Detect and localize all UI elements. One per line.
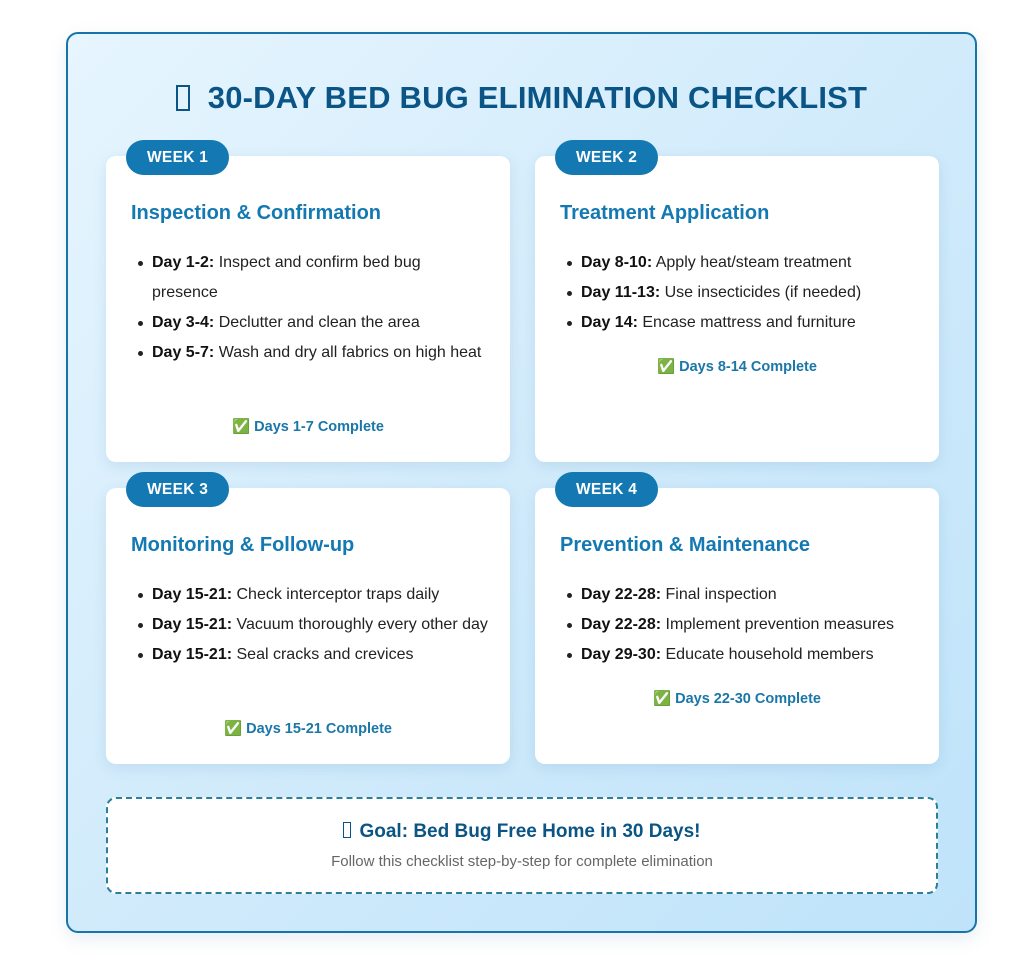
week-4-list bbox=[581, 580, 919, 670]
goal-title-text: Goal: Bed Bug Free Home in 30 Days! bbox=[359, 821, 701, 842]
week-1-list bbox=[152, 248, 490, 368]
check-icon: ✅ bbox=[657, 359, 676, 375]
item-day: Day 14: bbox=[581, 314, 638, 331]
complete-text: Days 22-30 Complete bbox=[675, 691, 821, 707]
list-item bbox=[152, 580, 490, 610]
item-text: Final inspection bbox=[665, 586, 777, 603]
goal-box bbox=[106, 797, 938, 894]
item-day: Day 5-7: bbox=[152, 344, 215, 361]
item-text: Wash and dry all fabrics on high heat bbox=[218, 344, 482, 361]
item-day: Day 1-2: bbox=[152, 254, 215, 271]
week-2-complete bbox=[535, 358, 939, 375]
week-2-list bbox=[581, 248, 919, 338]
item-day: Day 15-21: bbox=[152, 586, 233, 603]
list-item bbox=[152, 338, 490, 368]
item-day: Day 22-28: bbox=[581, 616, 662, 633]
item-day: Day 15-21: bbox=[152, 616, 233, 633]
check-icon: ✅ bbox=[653, 691, 672, 707]
list-item bbox=[152, 610, 490, 640]
item-text: Educate household members bbox=[665, 646, 874, 663]
missing-glyph-icon bbox=[176, 85, 190, 111]
list-item bbox=[581, 610, 919, 640]
item-text: Vacuum thoroughly every other day bbox=[236, 616, 488, 633]
goal-title bbox=[108, 821, 936, 843]
week-1-card bbox=[106, 149, 510, 462]
list-item bbox=[152, 640, 490, 670]
item-day: Day 11-13: bbox=[581, 284, 661, 301]
goal-subtitle: Follow this checklist step-by-step for complete elimination bbox=[331, 853, 713, 870]
checklist-frame bbox=[66, 32, 977, 933]
list-item bbox=[581, 248, 919, 278]
list-item bbox=[581, 580, 919, 610]
item-day: Day 3-4: bbox=[152, 314, 215, 331]
list-item bbox=[581, 308, 919, 338]
week-4-heading: Prevention & Maintenance bbox=[560, 534, 811, 556]
item-text: Seal cracks and crevices bbox=[236, 646, 414, 663]
week-2-card bbox=[535, 149, 939, 462]
item-text: Use insecticides (if needed) bbox=[664, 284, 862, 301]
week-2-heading: Treatment Application bbox=[560, 202, 770, 224]
week-1-complete bbox=[106, 418, 510, 435]
week-3-complete bbox=[106, 720, 510, 737]
week-3-badge: WEEK 3 bbox=[126, 472, 229, 507]
list-item bbox=[581, 278, 919, 308]
item-text: Implement prevention measures bbox=[665, 616, 895, 633]
list-item bbox=[581, 640, 919, 670]
week-4-badge: WEEK 4 bbox=[555, 472, 658, 507]
page-title-text: 30-DAY BED BUG ELIMINATION CHECKLIST bbox=[207, 80, 868, 115]
missing-glyph-icon bbox=[343, 822, 351, 838]
page-title bbox=[68, 80, 975, 116]
list-item bbox=[152, 248, 490, 308]
item-text: Check interceptor traps daily bbox=[236, 586, 440, 603]
item-text: Apply heat/steam treatment bbox=[655, 254, 852, 271]
item-day: Day 15-21: bbox=[152, 646, 233, 663]
week-1-heading: Inspection & Confirmation bbox=[131, 202, 381, 224]
week-4-complete bbox=[535, 690, 939, 707]
week-4-card bbox=[535, 481, 939, 764]
complete-text: Days 8-14 Complete bbox=[679, 359, 817, 375]
week-3-card bbox=[106, 481, 510, 764]
week-1-badge: WEEK 1 bbox=[126, 140, 229, 175]
week-2-badge: WEEK 2 bbox=[555, 140, 658, 175]
item-day: Day 8-10: bbox=[581, 254, 653, 271]
list-item bbox=[152, 308, 490, 338]
item-text: Inspect and confirm bed bug presence bbox=[152, 254, 421, 301]
check-icon: ✅ bbox=[224, 721, 243, 737]
item-text: Declutter and clean the area bbox=[218, 314, 420, 331]
check-icon: ✅ bbox=[232, 419, 251, 435]
item-day: Day 22-28: bbox=[581, 586, 662, 603]
complete-text: Days 15-21 Complete bbox=[246, 721, 392, 737]
item-day: Day 29-30: bbox=[581, 646, 662, 663]
week-3-heading: Monitoring & Follow-up bbox=[131, 534, 355, 556]
item-text: Encase mattress and furniture bbox=[642, 314, 856, 331]
complete-text: Days 1-7 Complete bbox=[254, 419, 384, 435]
week-3-list bbox=[152, 580, 490, 670]
